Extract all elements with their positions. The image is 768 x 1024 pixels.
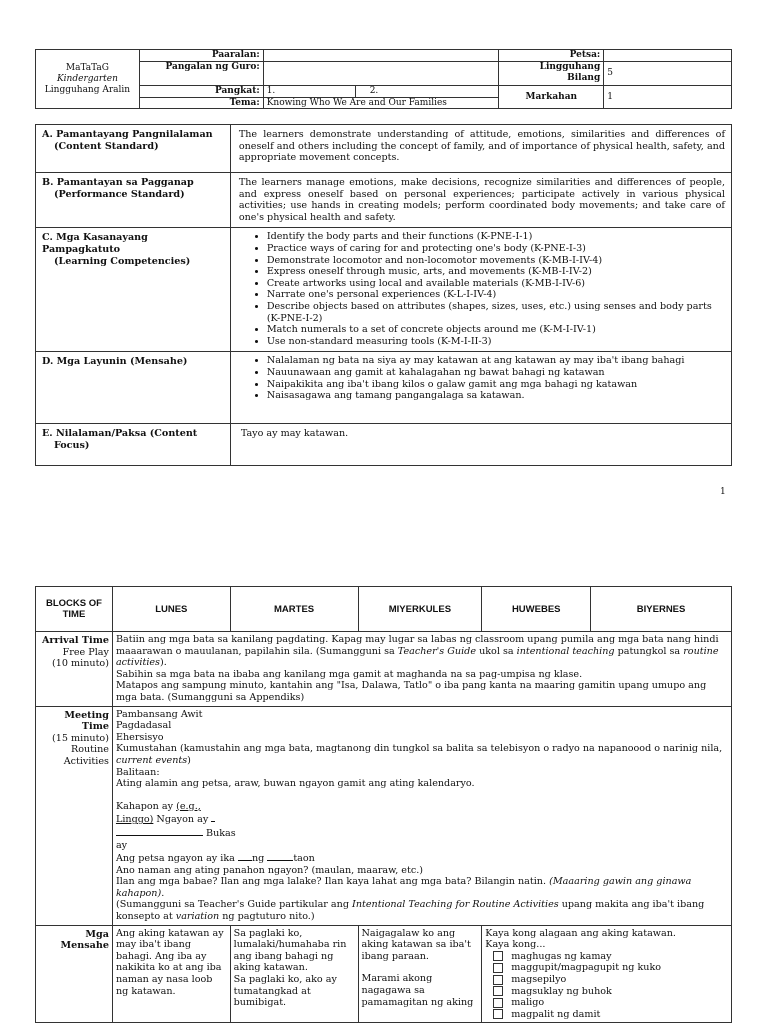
- competency-item: • Narrate one's personal experiences (K-L-I-IV-4): [267, 289, 725, 301]
- meeting-time-label: [36, 706, 113, 925]
- arrival-time-row: [36, 632, 732, 707]
- performance-standard-row: [36, 173, 732, 228]
- meeting-time-title: Time: [81, 721, 109, 733]
- competency-item: • Create artworks using local and available materials (K-MB-I-IV-6): [267, 278, 725, 290]
- checkbox-icon[interactable]: [493, 1009, 503, 1019]
- objective-item: • Naisasagawa ang tamang pangangalaga sa katawan.: [267, 390, 725, 402]
- petsa-label: Petsa:: [499, 50, 604, 62]
- competencies-row: [36, 228, 732, 352]
- meeting-line: Ang petsa ngayon ay ika ng taon: [115, 853, 315, 865]
- markahan-value[interactable]: 1: [604, 86, 732, 109]
- content-focus-title: E. Nilalaman/Paksa (Content: [42, 428, 198, 440]
- content-focus-sub: Focus): [54, 439, 90, 451]
- performance-standard-label: [36, 173, 231, 228]
- arrival-time-title: Arrival Time: [41, 635, 109, 646]
- meeting-title: Meeting: [64, 709, 109, 721]
- objectives-row: [36, 352, 732, 424]
- mensahe-miyerkules-2: Marami akong nagagawa sa pamamagitan ng aking: [361, 973, 474, 1008]
- mensahe-hb-1: Kaya kong alagaan ang aking katawan.: [485, 927, 676, 939]
- arrival-duration: (10 minuto): [52, 658, 109, 670]
- header-martes: MARTES: [230, 587, 358, 632]
- meeting-line: Ilan ang mga babae? Ilan ang mga lalake? Ilan kaya lahat ang mga bata? Bilangin natin. (Maaaring gawin ang ginawa kahapon).: [115, 876, 692, 899]
- content-focus-label: [36, 424, 231, 466]
- objective-item: • Nauunawaan ang gamit at kahalagahan ng bawat bahagi ng katawan: [267, 367, 725, 379]
- free-play-label: Free Play: [62, 646, 109, 658]
- header-table: [35, 49, 732, 109]
- performance-standard-text: The learners manage emotions, make decisions, recognize similarities and differences of people, and express oneself based on personal experiences; participate actively in various physical activities; use hands in creating models; perform coordinated body movements; and take care of one's physical health and safety.: [230, 173, 731, 228]
- meeting-line: Pambansang Awit: [115, 708, 203, 720]
- header-huwebes: HUWEBES: [482, 587, 591, 632]
- objectives-list: [237, 355, 725, 401]
- objectives-list-cell: [230, 352, 731, 424]
- matatag-label: MaTaTaG: [65, 62, 109, 73]
- arrival-paragraph-1: Batiin ang mga bata sa kanilang pagdating. Kapag may lugar sa labas ng classroom upang pumila ang mga bata nang hindi maaarawan o mauulanan, papilahin sila. (Sumangguni sa Teacher's Guide ukol sa intentional teaching patungkol sa routine activities).: [115, 634, 719, 669]
- tema-value[interactable]: Knowing Who We Are and Our Families: [263, 97, 499, 109]
- competencies-label: [36, 228, 231, 352]
- header-miyerkules: MIYERKULES: [358, 587, 482, 632]
- competencies-list: [237, 231, 725, 347]
- meeting-line: Kahapon ay (e.g.,: [115, 800, 201, 812]
- competency-item: • Demonstrate locomotor and non-locomotor movements (K-MB-I-IV-4): [267, 255, 725, 267]
- paaralan-label: Paaralan:: [139, 50, 263, 62]
- meeting-line: Linggo) Ngayon ay: [116, 812, 728, 826]
- objective-item: • Naipakikita ang iba't ibang kilos o galaw gamit ang mga bahagi ng katawan: [267, 379, 725, 391]
- header-lunes: LUNES: [112, 587, 230, 632]
- content-standard-sub: (Content Standard): [54, 140, 159, 152]
- meeting-time-row: [36, 706, 732, 925]
- page-number: 1: [720, 487, 726, 497]
- checklist-item: maggupit/magpagupit ng kuko: [485, 962, 728, 974]
- header-blocks-of-time: [36, 587, 113, 632]
- blank-line[interactable]: [238, 851, 252, 861]
- lesson-plan-title: [36, 50, 140, 109]
- checklist-item: magpalit ng damit: [485, 1009, 728, 1021]
- mensahe-martes-2: Sa paglaki ko, ako ay tumatangkad at bumibigat.: [233, 974, 337, 1009]
- content-focus-row: [36, 424, 732, 466]
- blocks-of-time-label: BLOCKS OF TIME: [45, 598, 102, 620]
- blank-line[interactable]: [116, 826, 203, 836]
- checklist-item: magsuklay ng buhok: [485, 986, 728, 998]
- performance-standard-title: B. Pamantayan sa Pagganap: [42, 177, 194, 188]
- checkbox-icon[interactable]: [493, 998, 503, 1008]
- pangkat-1[interactable]: 1.: [264, 86, 356, 97]
- competency-item: • Match numerals to a set of concrete objects around me (K-M-I-IV-1): [267, 324, 725, 336]
- mensahe-lunes: Ang aking katawan ay may iba't ibang bahagi. Ang iba ay nakikita ko at ang iba naman ay nasa loob ng katawan.: [112, 925, 230, 1023]
- meeting-line: Ano naman ang ating panahon ngayon? (maulan, maaraw, etc.): [115, 864, 423, 876]
- mensahe-title-2: Mensahe: [60, 940, 109, 952]
- performance-standard-sub: (Performance Standard): [54, 188, 185, 200]
- competency-item: • Identify the body parts and their functions (K-PNE-I-1): [267, 231, 725, 243]
- blank-line[interactable]: [211, 812, 215, 822]
- objectives-label: D. Mga Layunin (Mensahe): [36, 352, 231, 424]
- meeting-line: (Sumangguni sa Teacher's Guide partikular ang Intentional Teaching for Routine Activities upang makita ang iba't ibang konsepto at variation ng pagtuturo nito.): [115, 899, 705, 923]
- lingguhang-text: Lingguhang: [539, 62, 601, 72]
- guro-label: Pangalan ng Guro:: [139, 62, 263, 86]
- guro-field[interactable]: [263, 62, 499, 86]
- content-standard-row: [36, 125, 732, 173]
- standards-table: [35, 124, 732, 466]
- competencies-list-cell: [230, 228, 731, 352]
- competencies-sub: (Learning Competencies): [54, 255, 191, 267]
- mensahe-title: Mga: [85, 928, 109, 940]
- lingguhang-aralin-label: Lingguhang Aralin: [44, 84, 131, 95]
- meeting-line: Kumustahan (kamustahin ang mga bata, magtanong din tungkol sa balita sa telebisyon o radyo na napanoood o narinig nila, current events): [115, 743, 723, 766]
- markahan-label: Markahan: [499, 86, 604, 109]
- schedule-table: [35, 586, 732, 1023]
- arrival-paragraph-2: Sabihin sa mga bata na ibaba ang kanilang mga gamit at maghanda na sa pag-umpisa ng klase.: [115, 668, 583, 680]
- content-standard-label: [36, 125, 231, 173]
- checklist-item: maligo: [485, 997, 728, 1009]
- lingguhang-bilang-value[interactable]: 5: [604, 62, 732, 86]
- arrival-time-content: [112, 632, 731, 707]
- content-standard-title: A. Pamantayang Pangnilalaman: [42, 129, 213, 140]
- content-focus-text: Tayo ay may katawan.: [230, 424, 731, 466]
- checklist-item: magsepilyo: [485, 974, 728, 986]
- meeting-duration: (15 minuto): [52, 732, 109, 744]
- mensahe-miyerkules-1: Naigagalaw ko ang aking katawan sa iba't ibang paraan.: [361, 927, 471, 962]
- objective-item: • Nalalaman ng bata na siya ay may katawan at ang katawan ay may iba't ibang bahagi: [267, 355, 725, 367]
- mensahe-huwebes-biyernes: [482, 925, 732, 1023]
- checkbox-icon[interactable]: [493, 986, 503, 996]
- meeting-line: Pagdadasal: [115, 720, 172, 732]
- paaralan-field[interactable]: [263, 50, 499, 62]
- kindergarten-label: Kindergarten: [56, 73, 118, 84]
- meeting-time-content: [112, 706, 731, 925]
- bilang-text: Bilang: [567, 72, 601, 83]
- mensahe-hb-2: Kaya kong...: [485, 939, 546, 951]
- content-standard-text: The learners demonstrate understanding of attitude, emotions, similarities and differences of oneself and others including the concept of family, and of importance of physical health, safety, and appropriate movement concepts.: [230, 125, 731, 173]
- arrival-paragraph-3: Matapos ang sampung minuto, kantahin ang "Isa, Dalawa, Tatlo" o iba pang kanta na maaring gamitin upang umupo ang mga bata. (Sumangguni sa Appendiks): [115, 680, 707, 703]
- spacer: [116, 790, 728, 801]
- checkbox-icon[interactable]: [493, 975, 503, 985]
- arrival-time-label: [36, 632, 113, 707]
- checkbox-icon[interactable]: [493, 963, 503, 973]
- meeting-line: ay: [115, 839, 128, 851]
- competency-item: • Describe objects based on attributes (shapes, sizes, uses, etc.) using senses and body parts (K-PNE-I-2): [267, 301, 725, 324]
- lingguhang-bilang-label: [499, 62, 604, 86]
- pangkat-field[interactable]: [263, 86, 499, 98]
- mensahe-martes: [230, 925, 358, 1023]
- mensahe-row: [36, 925, 732, 1023]
- meeting-line: Balitaan:: [115, 766, 160, 778]
- pangkat-label: Pangkat:: [139, 86, 263, 98]
- meeting-line: Ehersisyo: [115, 731, 164, 743]
- blank-line[interactable]: [267, 851, 293, 861]
- mensahe-miyerkules: [358, 925, 482, 1023]
- competency-item: • Express oneself through music, arts, and movements (K-MB-I-IV-2): [267, 266, 725, 278]
- checklist-item: maghugas ng kamay: [485, 951, 728, 963]
- competency-item: • Practice ways of caring for and protecting one's body (K-PNE-I-3): [267, 243, 725, 255]
- pangkat-2[interactable]: 2.: [369, 86, 379, 96]
- spacer: [362, 962, 479, 973]
- tema-label: Tema:: [139, 97, 263, 109]
- checkbox-icon[interactable]: [493, 951, 503, 961]
- mensahe-martes-1: Sa paglaki ko, lumalaki/humahaba rin ang ibang bahagi ng aking katawan.: [233, 927, 347, 974]
- competency-item: • Use non-standard measuring tools (K-M-I-II-3): [267, 336, 725, 348]
- activities-label: Activities: [63, 755, 109, 767]
- petsa-field[interactable]: [604, 50, 732, 62]
- meeting-line: Bukas: [116, 826, 728, 840]
- routine-label: Routine: [70, 744, 109, 756]
- competencies-title: C. Mga Kasanayang Pampagkatuto: [42, 232, 148, 255]
- schedule-header-row: [36, 587, 732, 632]
- header-biyernes: BIYERNES: [591, 587, 732, 632]
- meeting-line: Ating alamin ang petsa, araw, buwan ngayon gamit ang ating kalendaryo.: [115, 778, 475, 790]
- mensahe-label: [36, 925, 113, 1023]
